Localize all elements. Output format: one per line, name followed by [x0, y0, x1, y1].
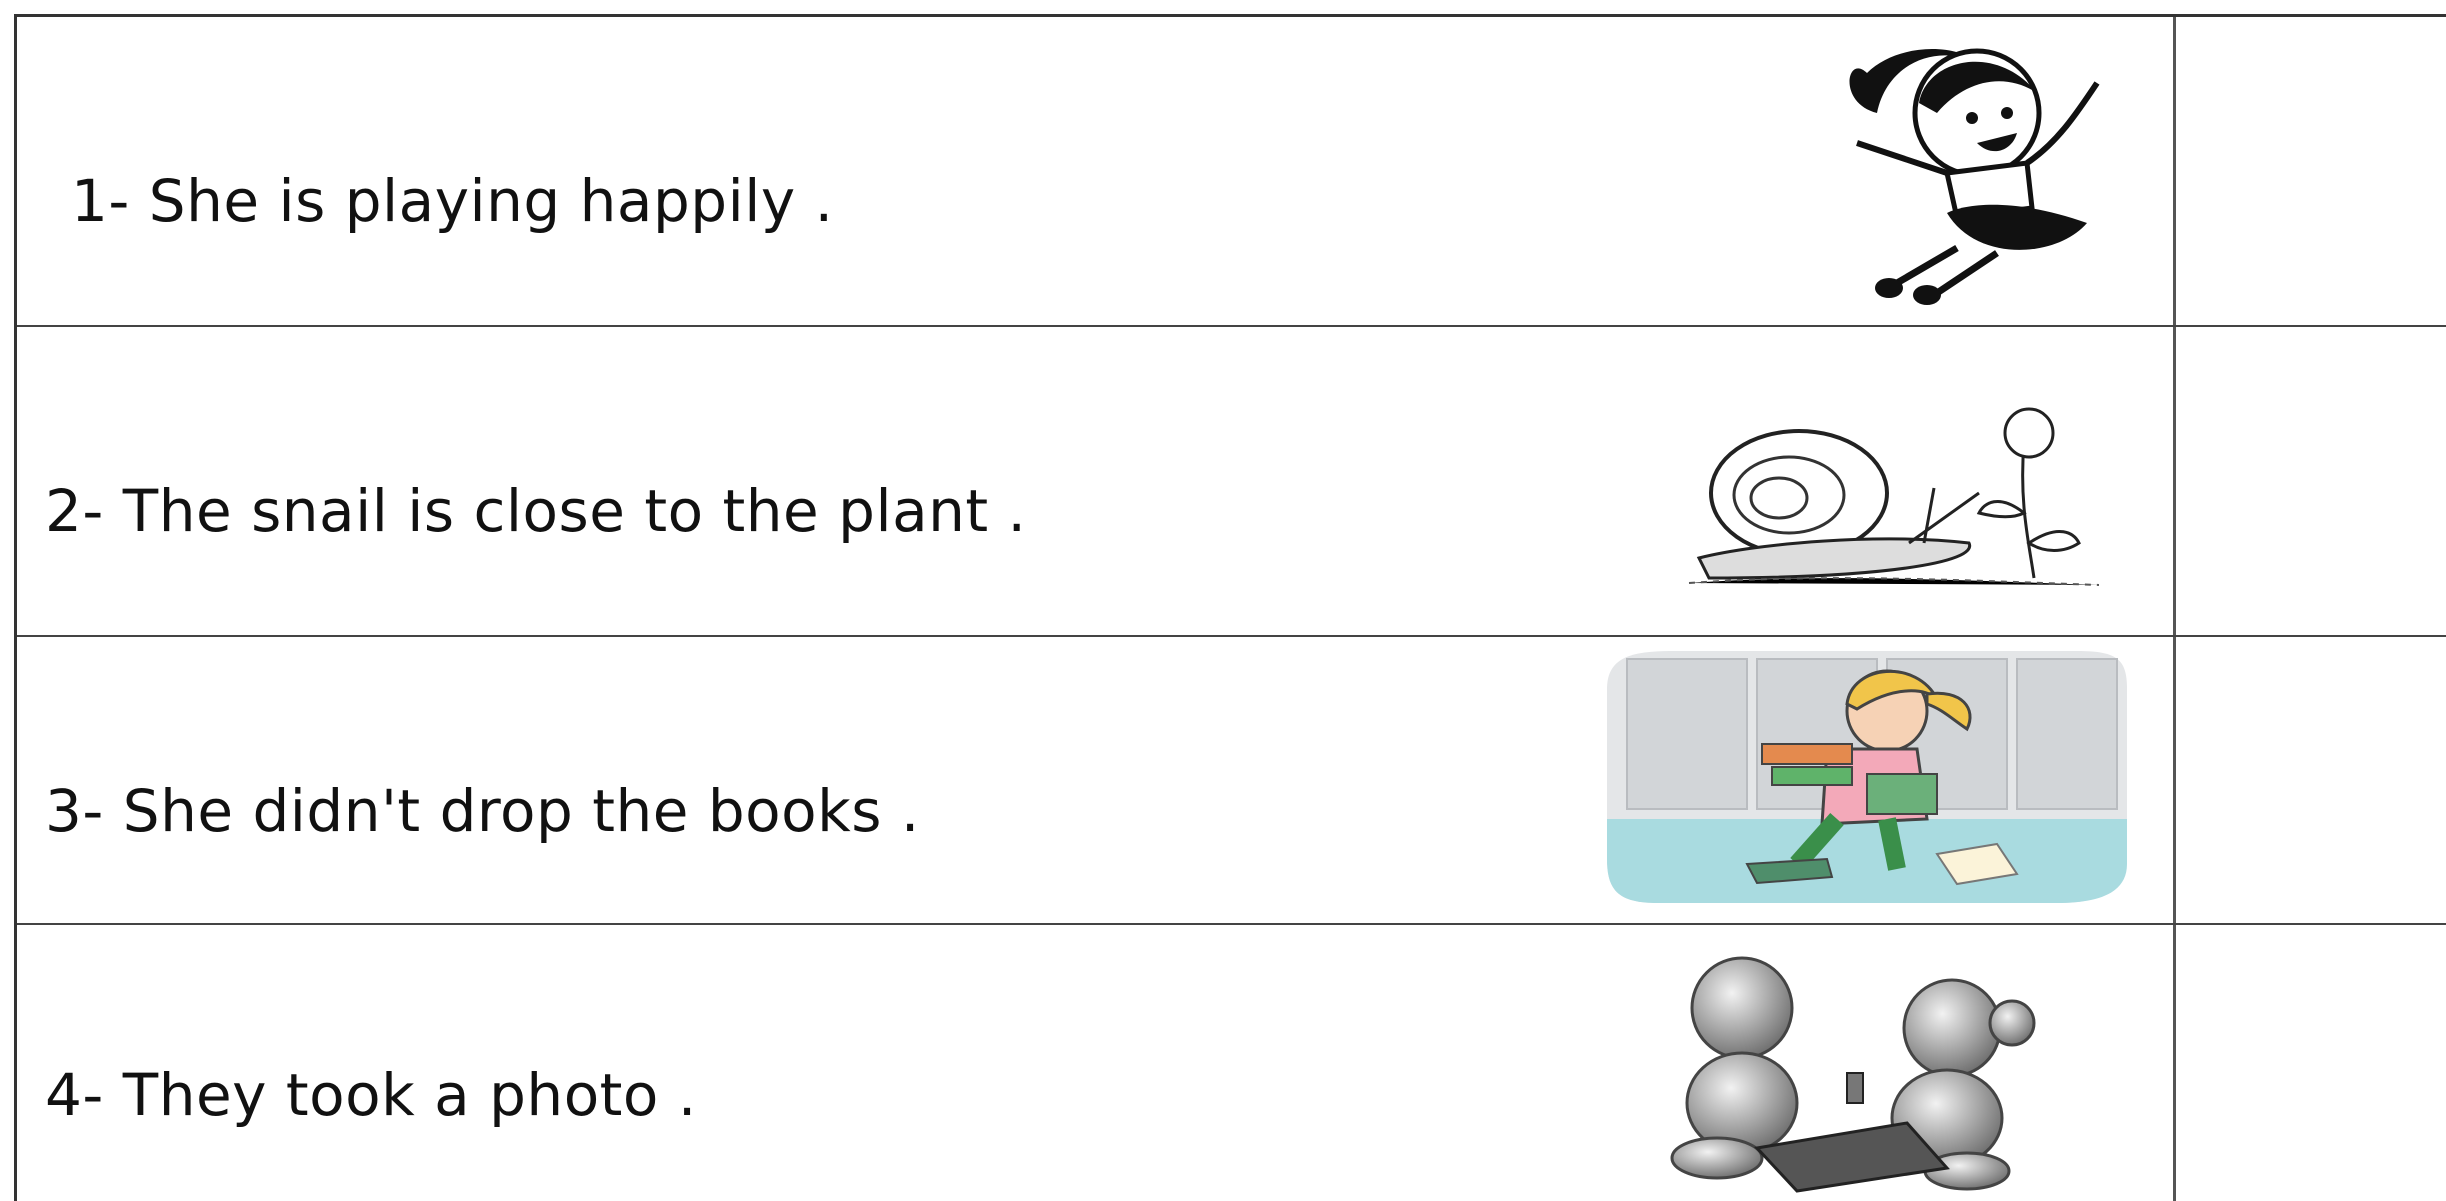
snail-and-flower-image — [1679, 403, 2099, 613]
sentence-cell — [17, 327, 2176, 635]
jumping-girl-image — [1827, 33, 2127, 313]
sentence-cell — [17, 925, 2176, 1201]
sentence-cell — [17, 637, 2176, 923]
children-playing-game-image — [1647, 953, 2087, 1193]
worksheet-table — [14, 14, 2446, 1201]
sentence-text: 4- They took a photo . — [45, 1061, 697, 1129]
table-row — [17, 925, 2446, 1201]
sentence-text: 1- She is playing happily . — [71, 167, 834, 235]
table-row — [17, 17, 2446, 327]
sentence-text: 2- The snail is close to the plant . — [45, 477, 1027, 545]
sentence-text: 3- She didn't drop the books . — [45, 777, 920, 845]
answer-cell[interactable] — [2176, 17, 2446, 325]
answer-cell[interactable] — [2176, 925, 2446, 1201]
answer-cell[interactable] — [2176, 327, 2446, 635]
table-row — [17, 637, 2446, 925]
answer-cell[interactable] — [2176, 637, 2446, 923]
table-row — [17, 327, 2446, 637]
girl-dropping-books-image — [1597, 649, 2137, 905]
sentence-cell — [17, 17, 2176, 325]
